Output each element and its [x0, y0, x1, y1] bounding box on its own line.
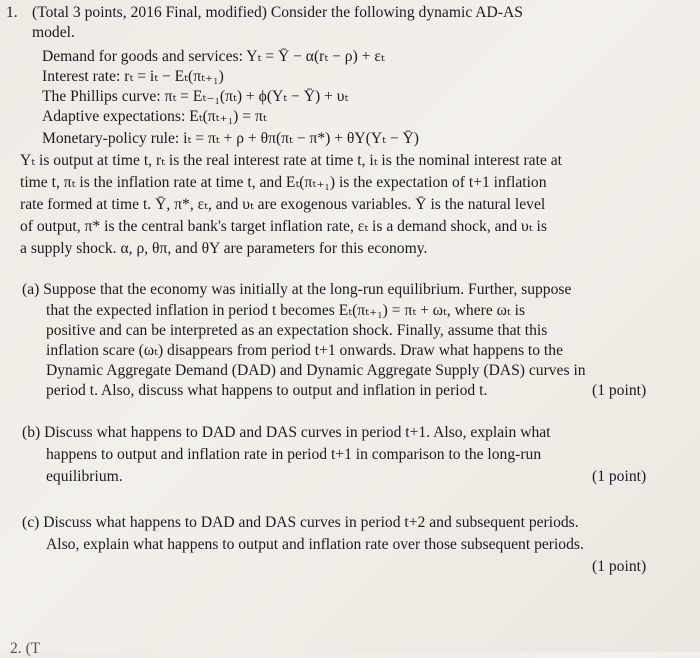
next-question-fragment: 2. (T [10, 640, 41, 657]
part-c-points: (1 point) [592, 558, 647, 575]
definitions-line-4: of output, π* is the central bank's target inflation rate, εₜ is a demand shock, and υₜ is [20, 218, 547, 235]
definitions-line-3: rate formed at time t. Ȳ, π*, εₜ, and υₜ are exogenous variables. Ȳ is the natural level [20, 196, 546, 213]
part-a-line-1: (a) Suppose that the economy was initially at the long-run equilibrium. Further, suppose [22, 281, 572, 298]
part-b-line-1: (b) Discuss what happens to DAD and DAS curves in period t+1. Also, explain what [22, 424, 551, 441]
equation-phillips-curve: The Phillips curve: πₜ = Eₜ₋₁(πₜ) + ϕ(Yₜ − Ȳ) + υₜ [42, 88, 349, 105]
equation-monetary-policy-rule: Monetary-policy rule: iₜ = πₜ + ρ + θπ(πₜ − π*) + θY(Yₜ − Ȳ) [42, 130, 419, 147]
definitions-line-2: time t, πₜ is the inflation rate at time t, and Eₜ(πₜ₊₁) is the expectation of t+1 inflation [20, 174, 547, 191]
question-number: 1. [6, 4, 18, 21]
part-b-line-3: equilibrium. [46, 468, 123, 485]
part-a-line-6: period t. Also, discuss what happens to output and inflation in period t. [46, 382, 488, 399]
part-a-points: (1 point) [592, 382, 647, 399]
part-c-line-1: (c) Discuss what happens to DAD and DAS curves in period t+2 and subsequent periods. [22, 514, 579, 531]
definitions-line-1: Yₜ is output at time t, rₜ is the real interest rate at time t, iₜ is the nominal interest rate at [20, 152, 563, 169]
part-b-line-2: happens to output and inflation rate in period t+1 in comparison to the long-run [46, 446, 542, 463]
question-heading-line-1: (Total 3 points, 2016 Final, modified) Consider the following dynamic AD-AS [32, 4, 523, 21]
part-a-line-4: inflation scare (ωₜ) disappears from period t+1 onwards. Draw what happens to the [46, 342, 563, 359]
part-b-points: (1 point) [592, 468, 647, 485]
part-c-line-2: Also, explain what happens to output and inflation rate over those subsequent periods. [46, 536, 584, 553]
definitions-line-5: a supply shock. α, ρ, θπ, and θY are parameters for this economy. [20, 240, 428, 257]
question-heading-line-2: model. [32, 24, 75, 41]
equation-demand: Demand for goods and services: Yₜ = Ȳ − α(rₜ − ρ) + εₜ [42, 48, 385, 65]
part-a-line-2: that the expected inflation in period t becomes Eₜ(πₜ₊₁) = πₜ + ωₜ, where ωₜ is [46, 302, 526, 319]
equation-interest-rate: Interest rate: rₜ = iₜ − Eₜ(πₜ₊₁) [42, 68, 224, 85]
equation-adaptive-expectations: Adaptive expectations: Eₜ(πₜ₊₁) = πₜ [42, 108, 267, 125]
part-a-line-5: Dynamic Aggregate Demand (DAD) and Dynamic Aggregate Supply (DAS) curves in [46, 362, 586, 379]
part-a-line-3: positive and can be interpreted as an expectation shock. Finally, assume that this [46, 322, 548, 339]
